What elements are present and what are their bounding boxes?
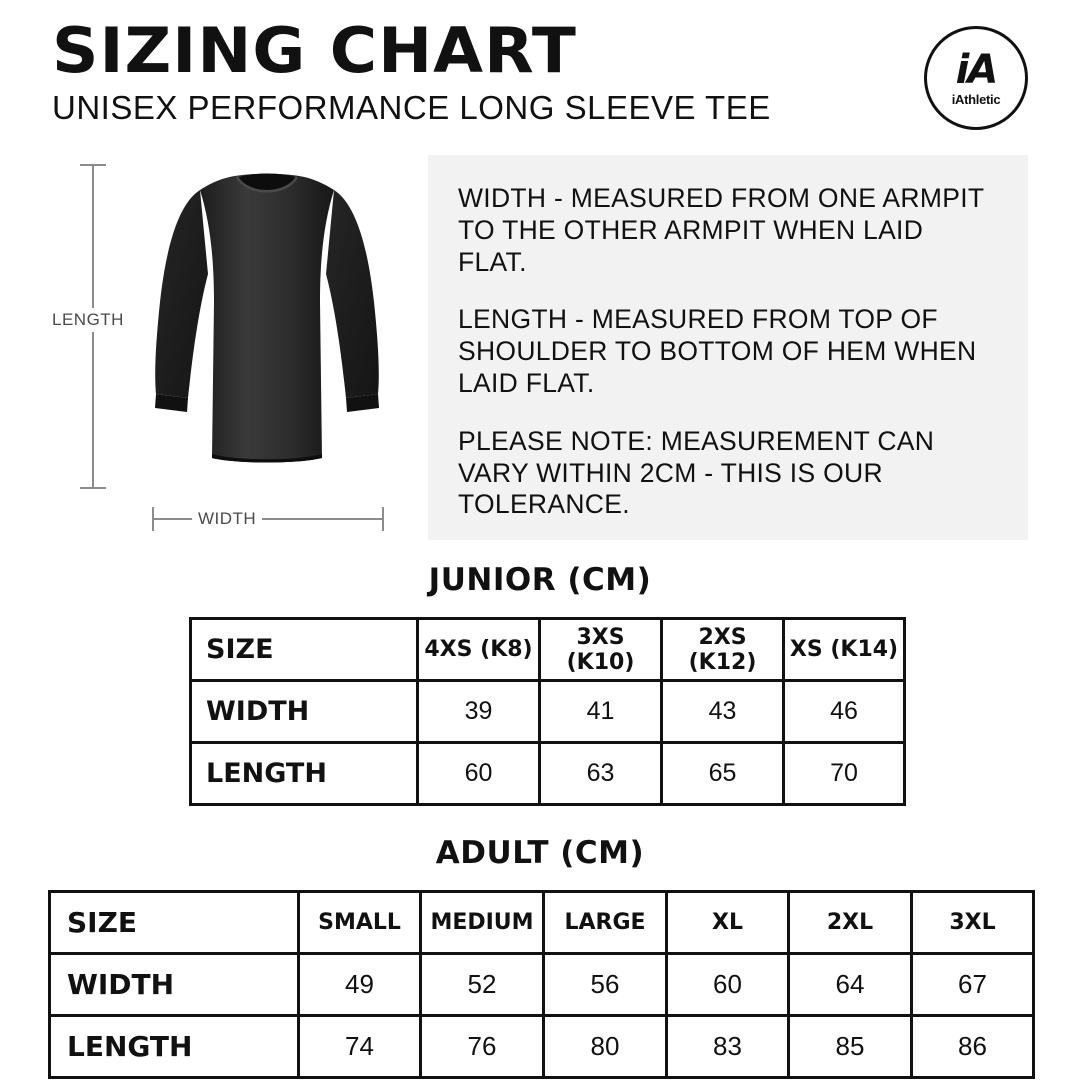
adult-length-value: 85	[789, 1016, 912, 1078]
junior-length-value: 60	[418, 743, 540, 805]
junior-col-header: 4XS (K8)	[418, 619, 540, 681]
table-row	[191, 619, 905, 681]
header	[52, 14, 1028, 127]
adult-col-header: 2XL	[789, 892, 912, 954]
junior-row-label-length: LENGTH	[191, 743, 418, 805]
junior-width-value: 43	[662, 681, 784, 743]
adult-length-value: 86	[912, 1016, 1034, 1078]
junior-table-title: JUNIOR (CM)	[428, 562, 652, 598]
junior-row-label-size: SIZE	[191, 619, 418, 681]
junior-width-value: 39	[418, 681, 540, 743]
junior-col-header: XS (K14)	[784, 619, 905, 681]
table-row	[191, 681, 905, 743]
adult-width-value: 60	[667, 954, 789, 1016]
adult-width-value: 64	[789, 954, 912, 1016]
junior-length-value: 65	[662, 743, 784, 805]
length-axis-cap-top	[80, 164, 106, 166]
table-row	[191, 743, 905, 805]
adult-length-value: 76	[421, 1016, 544, 1078]
junior-length-value: 70	[784, 743, 905, 805]
adult-width-value: 56	[544, 954, 667, 1016]
junior-width-value: 41	[540, 681, 662, 743]
table-row	[50, 892, 1034, 954]
table-row	[50, 1016, 1034, 1078]
page-title: SIZING CHART	[52, 14, 577, 87]
width-axis-cap-left	[152, 507, 154, 531]
adult-col-header: SMALL	[299, 892, 421, 954]
note-length: LENGTH - MEASURED FROM TOP OF SHOULDER TO BOTTOM OF HEM WHEN LAID FLAT.	[458, 304, 977, 398]
adult-width-value: 67	[912, 954, 1034, 1016]
adult-row-label-length: LENGTH	[50, 1016, 299, 1078]
adult-col-header: LARGE	[544, 892, 667, 954]
adult-col-header: 3XL	[912, 892, 1034, 954]
adult-length-value: 74	[299, 1016, 421, 1078]
brand-logo	[924, 26, 1028, 130]
junior-width-value: 46	[784, 681, 905, 743]
table-row	[50, 954, 1034, 1016]
long-sleeve-tee-icon	[142, 162, 392, 482]
length-axis-cap-bottom	[80, 487, 106, 489]
junior-section	[0, 562, 1080, 789]
note-width: WIDTH - MEASURED FROM ONE ARMPIT TO THE OTHER ARMPIT WHEN LAID FLAT.	[458, 183, 984, 277]
adult-section	[0, 835, 1080, 1063]
adult-width-value: 49	[299, 954, 421, 1016]
measurement-notes-panel	[428, 155, 1028, 540]
adult-row-label-width: WIDTH	[50, 954, 299, 1016]
junior-col-header: 3XS (K10)	[540, 619, 662, 681]
logo-wordmark: iAthletic	[951, 91, 1001, 107]
width-axis-label: WIDTH	[192, 507, 262, 531]
width-axis-line	[152, 518, 384, 520]
note-tolerance: PLEASE NOTE: MEASUREMENT CAN VARY WITHIN 2CM - THIS IS OUR TOLERANCE.	[458, 425, 935, 520]
adult-length-value: 80	[544, 1016, 667, 1078]
junior-length-value: 63	[540, 743, 662, 805]
adult-col-header: XL	[667, 892, 789, 954]
adult-size-table	[48, 890, 1035, 1079]
adult-row-label-size: SIZE	[50, 892, 299, 954]
page-subtitle: UNISEX PERFORMANCE LONG SLEEVE TEE	[52, 88, 771, 126]
junior-row-label-width: WIDTH	[191, 681, 418, 743]
adult-table-title: ADULT (CM)	[435, 835, 645, 871]
length-axis-label: LENGTH	[48, 308, 128, 332]
adult-col-header: MEDIUM	[421, 892, 544, 954]
garment-measurement-diagram	[52, 150, 432, 545]
adult-width-value: 52	[421, 954, 544, 1016]
junior-size-table	[189, 617, 906, 806]
junior-col-header: 2XS (K12)	[662, 619, 784, 681]
adult-length-value: 83	[667, 1016, 789, 1078]
width-axis-cap-right	[382, 507, 384, 531]
logo-monogram-icon: iA	[955, 46, 997, 93]
